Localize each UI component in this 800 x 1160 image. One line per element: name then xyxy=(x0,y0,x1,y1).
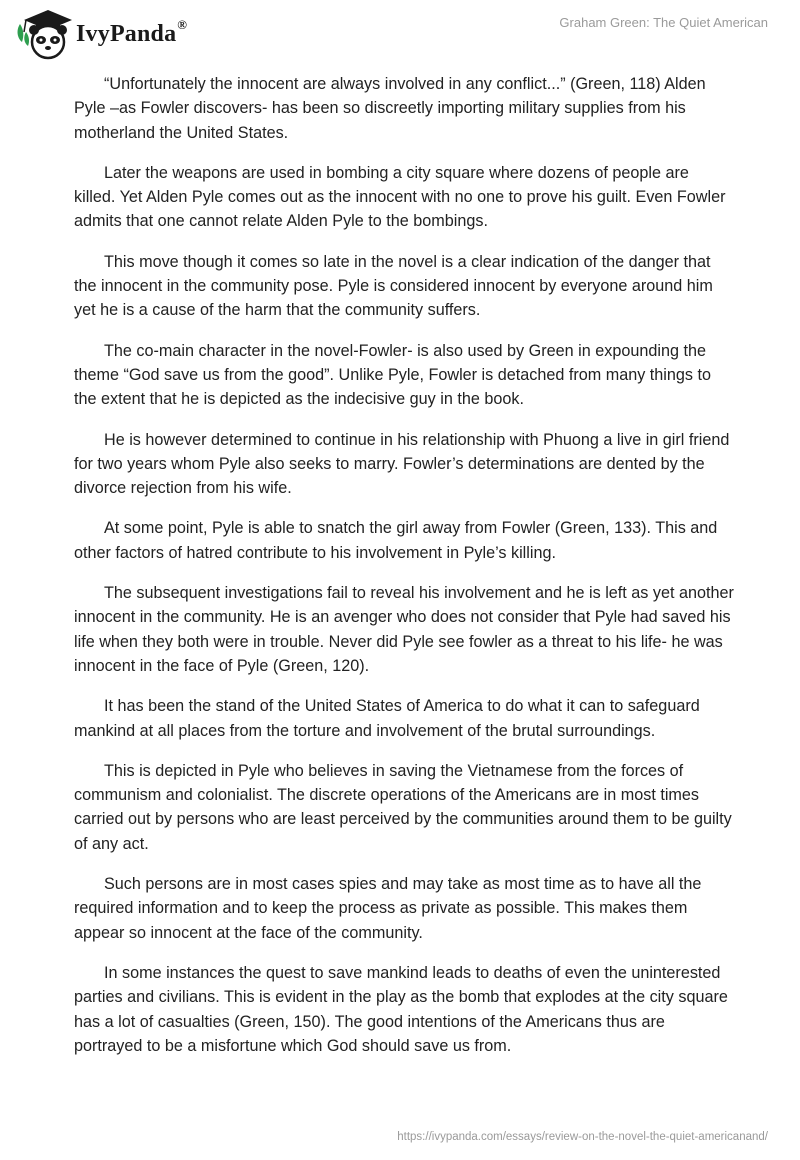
paragraph-6: At some point, Pyle is able to snatch the girl away from Fowler (Green, 133). This and other factors of hatred contribute to his involvement in Pyle’s killing. xyxy=(74,519,718,562)
source-url[interactable]: https://ivypanda.com/essays/review-on-the-novel-the-quiet-americanand/ xyxy=(397,1131,768,1143)
panda-graduate-icon xyxy=(14,6,72,60)
paragraph-8: It has been the stand of the United States of America to do what it can to safeguard mankind at all places from the torture and involvement of the brutal surroundings. xyxy=(74,697,700,740)
paragraph-7: The subsequent investigations fail to reveal his involvement and he is left as yet another innocent in the community. He is an avenger who does not consider that Pyle had saved his life when they both were in trouble. Never did Pyle see fowler as a threat to his life- he was innocent in the face of Pyle (Green, 120). xyxy=(74,584,734,675)
paragraph-9: This is depicted in Pyle who believes in saving the Vietnamese from the forces of communism and colonialist. The discrete operations of the Americans are in most times carried out by persons who are least perceived by the communities around them to be guilty of any act. xyxy=(74,761,732,853)
paragraph-2: Later the weapons are used in bombing a city square where dozens of people are killed. Yet Alden Pyle comes out as the innocent with no one to prove his guilt. Even Fowler admits that one cannot relate Alden Pyle to the bombings. xyxy=(74,163,726,231)
paragraph-5: He is however determined to continue in his relationship with Phuong a live in girl friend for two years whom Pyle also seeks to marry. Fowler’s determinations are dented by the divorce rejection from his wife. xyxy=(74,430,730,498)
page-header xyxy=(0,0,800,70)
paragraph-10: Such persons are in most cases spies and may take as most time as to have all the required information and to keep the process as private as possible. This makes them appear so innocent at the face of the community. xyxy=(74,875,702,942)
essay-body xyxy=(74,72,734,1074)
registered-mark: ® xyxy=(177,16,188,32)
ivypanda-logo[interactable] xyxy=(14,6,187,60)
paragraph-1: “Unfortunately the innocent are always involved in any conflict...” (Green, 118) Alden Pyle –as Fowler discovers- has been so discreetly importing military supplies from his motherland the United States. xyxy=(74,75,706,142)
paragraph-3: This move though it comes so late in the novel is a clear indication of the danger that the innocent in the community pose. Pyle is considered innocent by everyone around him yet he is a cause of the harm that the community suffers. xyxy=(74,252,713,320)
paragraph-4: The co-main character in the novel-Fowler- is also used by Green in expounding the theme “God save us from the good”. Unlike Pyle, Fowler is detached from many things to the extent that he is depicted as the indecisive guy in the book. xyxy=(74,341,711,409)
document-title: Graham Green: The Quiet American xyxy=(559,15,768,30)
paragraph-11: In some instances the quest to save mankind leads to deaths of even the uninterested parties and civilians. This is evident in the play as the bomb that explodes at the city square has a lot of casualties (Green, 150). The good intentions of the Americans thus are portrayed to be a misfortune which God should save us from. xyxy=(74,963,728,1055)
brand-name: IvyPanda® xyxy=(76,16,188,47)
